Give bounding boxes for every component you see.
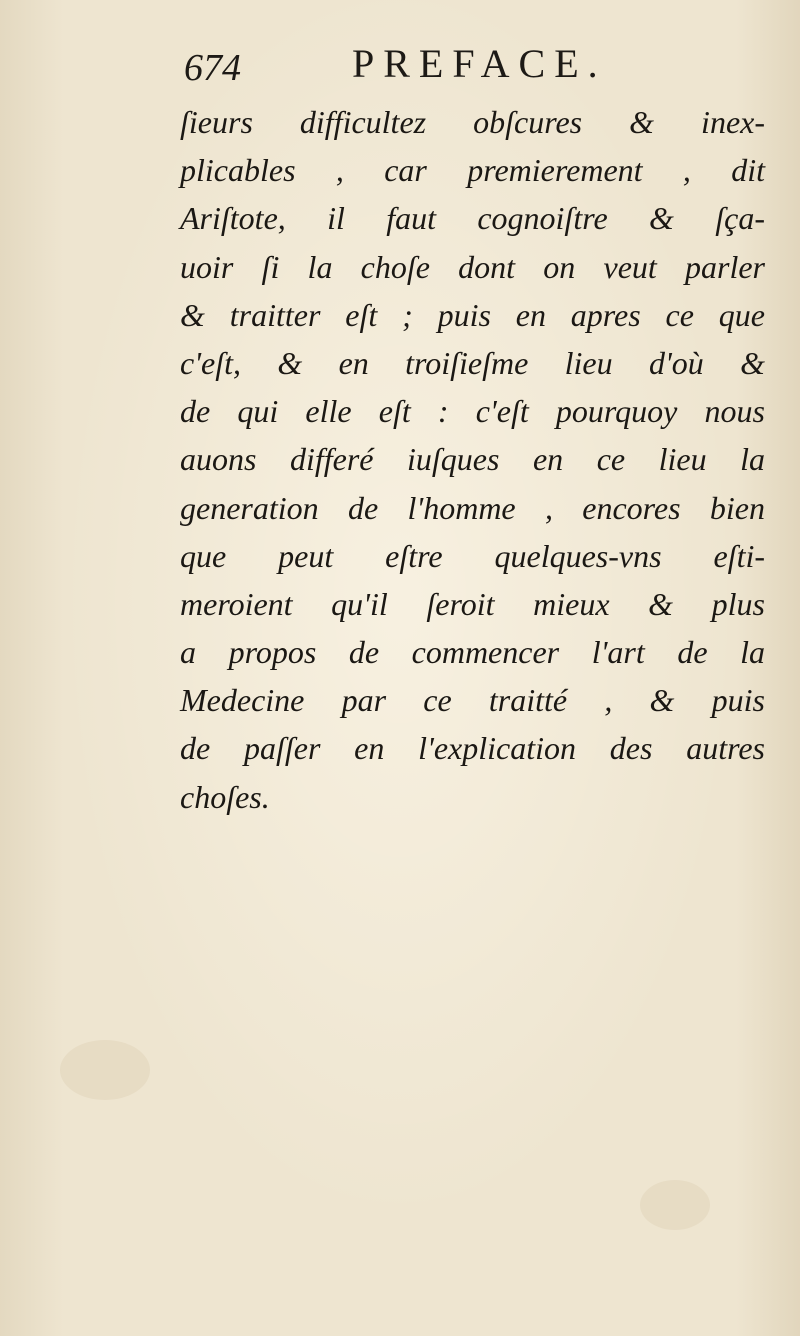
- body-text: [180, 98, 765, 821]
- paper-stain: [60, 1040, 150, 1100]
- page-number: 674: [184, 47, 241, 89]
- text-line: choſes.: [180, 778, 270, 815]
- page-header: [184, 40, 654, 94]
- text-line: meroient qu'il ſeroit mieux & plus: [180, 585, 765, 622]
- text-line: de qui elle eſt : c'eſt pourquoy nous: [180, 393, 765, 430]
- text-line: que peut eſtre quelques-vns eſti-: [180, 537, 765, 574]
- text-line: Ariſtote, il faut cognoiſtre & ſça-: [180, 200, 765, 237]
- text-line: auons differé iuſques en ce lieu la: [180, 441, 765, 478]
- text-line: c'eſt, & en troiſieſme lieu d'où &: [180, 344, 765, 381]
- text-line: Medecine par ce traitté , & puis: [180, 682, 765, 719]
- text-line: plicables , car premierement , dit: [180, 152, 765, 189]
- text-line: generation de l'homme , encores bien: [180, 489, 765, 526]
- text-line: ſieurs difficultez obſcures & inex-: [180, 104, 765, 140]
- paper-stain: [640, 1180, 710, 1230]
- text-line: uoir ſi la choſe dont on veut parler: [180, 248, 765, 285]
- text-line: a propos de commencer l'art de la: [180, 634, 765, 671]
- running-title: PREFACE.: [352, 41, 607, 86]
- text-line: de paſſer en l'explication des autres: [180, 730, 765, 767]
- text-line: & traitter eſt ; puis en apres ce que: [180, 296, 765, 333]
